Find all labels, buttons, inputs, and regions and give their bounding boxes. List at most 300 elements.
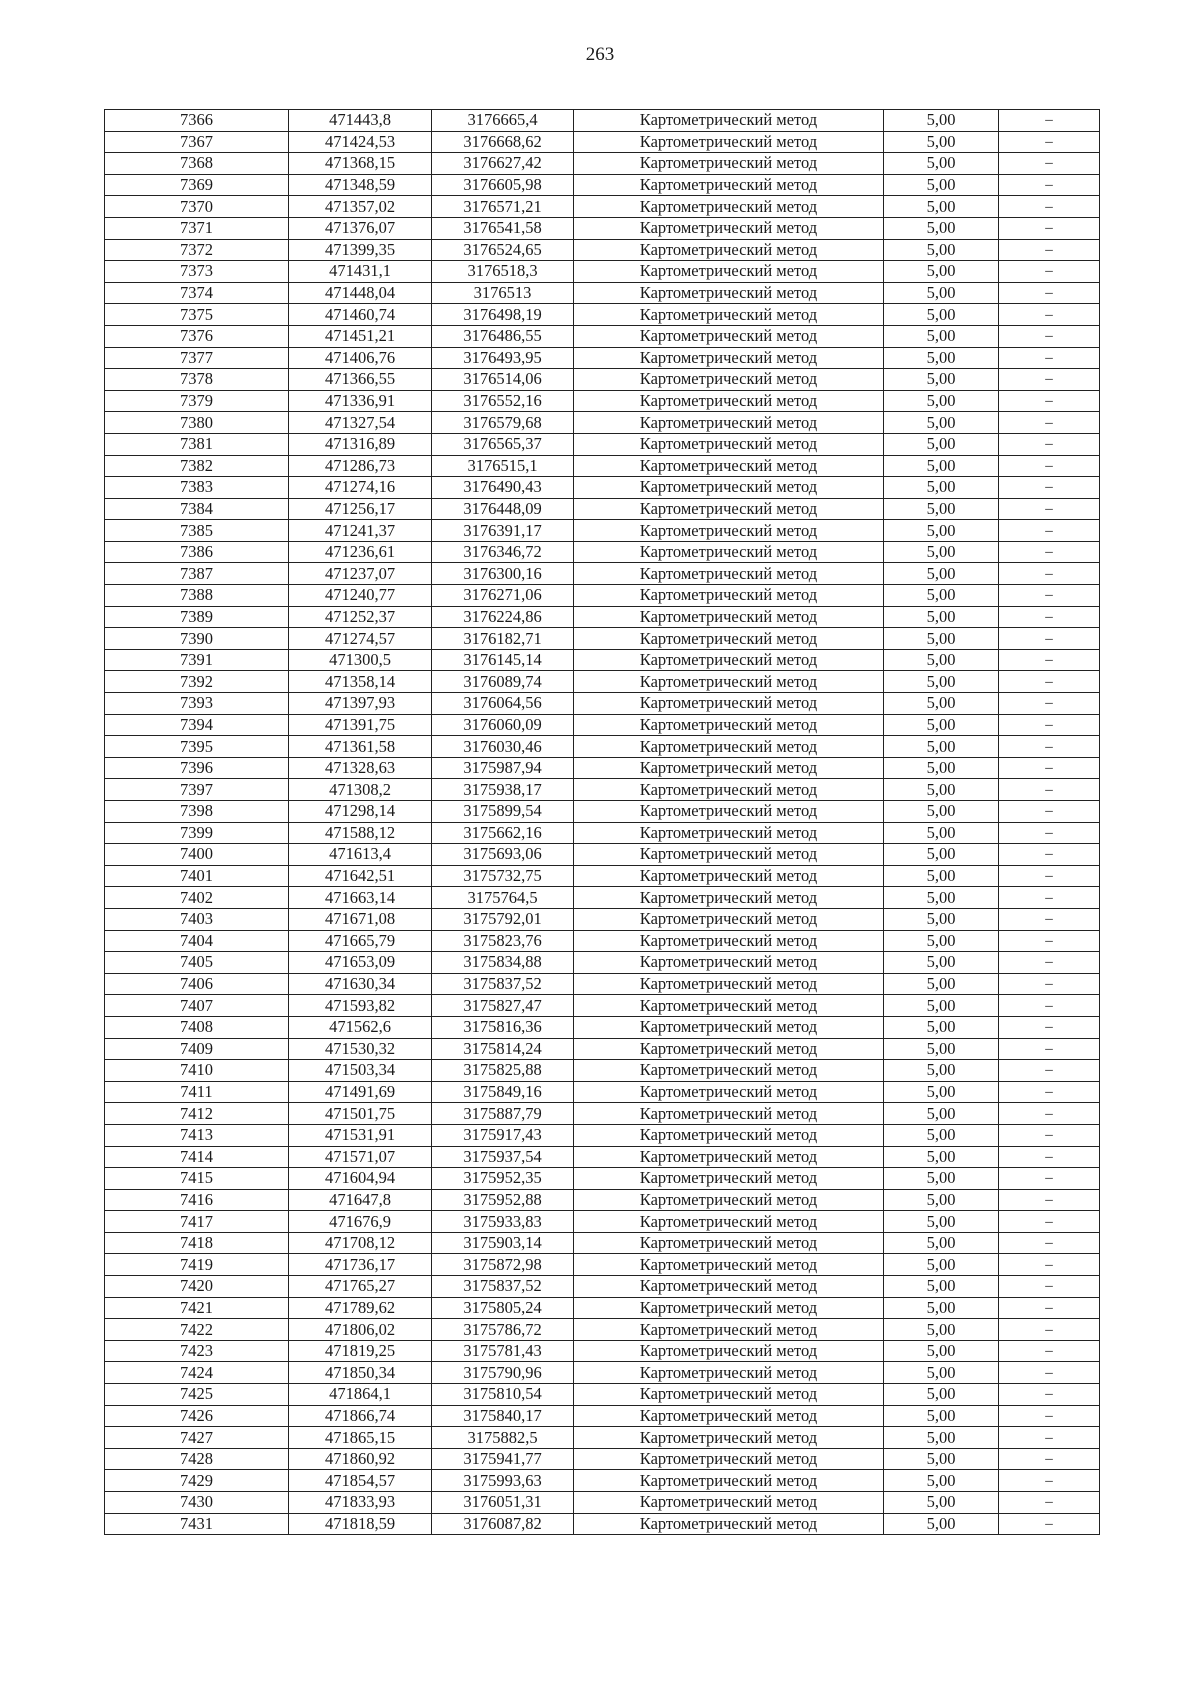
table-row — [105, 757, 1100, 779]
point-number-cell: 7367 — [105, 131, 289, 153]
accuracy-cell: 5,00 — [884, 1211, 999, 1233]
point-number-cell: 7407 — [105, 995, 289, 1017]
point-number-cell: 7389 — [105, 606, 289, 628]
x-coordinate-cell: 471642,51 — [289, 865, 432, 887]
accuracy-cell: 5,00 — [884, 585, 999, 607]
method-cell: Картометрический метод — [574, 822, 884, 844]
accuracy-cell: 5,00 — [884, 1189, 999, 1211]
x-coordinate-cell: 471854,57 — [289, 1470, 432, 1492]
accuracy-cell: 5,00 — [884, 1448, 999, 1470]
table-row — [105, 1319, 1100, 1341]
point-number-cell: 7426 — [105, 1405, 289, 1427]
note-cell: – — [999, 239, 1100, 261]
note-cell: – — [999, 498, 1100, 520]
table-row — [105, 563, 1100, 585]
table-row — [105, 455, 1100, 477]
note-cell: – — [999, 261, 1100, 283]
x-coordinate-cell: 471397,93 — [289, 693, 432, 715]
accuracy-cell: 5,00 — [884, 671, 999, 693]
y-coordinate-cell: 3175849,16 — [432, 1081, 574, 1103]
x-coordinate-cell: 471562,6 — [289, 1016, 432, 1038]
accuracy-cell: 5,00 — [884, 1254, 999, 1276]
table-row — [105, 498, 1100, 520]
method-cell: Картометрический метод — [574, 1232, 884, 1254]
point-number-cell: 7370 — [105, 196, 289, 218]
x-coordinate-cell: 471736,17 — [289, 1254, 432, 1276]
x-coordinate-cell: 471391,75 — [289, 714, 432, 736]
x-coordinate-cell: 471819,25 — [289, 1340, 432, 1362]
y-coordinate-cell: 3175993,63 — [432, 1470, 574, 1492]
y-coordinate-cell: 3176064,56 — [432, 693, 574, 715]
x-coordinate-cell: 471663,14 — [289, 887, 432, 909]
method-cell: Картометрический метод — [574, 390, 884, 412]
accuracy-cell: 5,00 — [884, 1103, 999, 1125]
method-cell: Картометрический метод — [574, 1384, 884, 1406]
note-cell: – — [999, 520, 1100, 542]
accuracy-cell: 5,00 — [884, 693, 999, 715]
point-number-cell: 7422 — [105, 1319, 289, 1341]
note-cell: – — [999, 477, 1100, 499]
table-row — [105, 217, 1100, 239]
table-row — [105, 1276, 1100, 1298]
point-number-cell: 7415 — [105, 1168, 289, 1190]
y-coordinate-cell: 3175872,98 — [432, 1254, 574, 1276]
x-coordinate-cell: 471593,82 — [289, 995, 432, 1017]
point-number-cell: 7372 — [105, 239, 289, 261]
accuracy-cell: 5,00 — [884, 1362, 999, 1384]
accuracy-cell: 5,00 — [884, 736, 999, 758]
table-row — [105, 973, 1100, 995]
table-row — [105, 930, 1100, 952]
method-cell: Картометрический метод — [574, 412, 884, 434]
accuracy-cell: 5,00 — [884, 995, 999, 1017]
point-number-cell: 7381 — [105, 433, 289, 455]
y-coordinate-cell: 3175840,17 — [432, 1405, 574, 1427]
y-coordinate-cell: 3175882,5 — [432, 1427, 574, 1449]
method-cell: Картометрический метод — [574, 1362, 884, 1384]
point-number-cell: 7403 — [105, 908, 289, 930]
x-coordinate-cell: 471571,07 — [289, 1146, 432, 1168]
point-number-cell: 7371 — [105, 217, 289, 239]
method-cell: Картометрический метод — [574, 1492, 884, 1514]
point-number-cell: 7396 — [105, 757, 289, 779]
point-number-cell: 7417 — [105, 1211, 289, 1233]
table-row — [105, 1060, 1100, 1082]
y-coordinate-cell: 3175941,77 — [432, 1448, 574, 1470]
point-number-cell: 7428 — [105, 1448, 289, 1470]
note-cell: – — [999, 1211, 1100, 1233]
method-cell: Картометрический метод — [574, 131, 884, 153]
note-cell: – — [999, 110, 1100, 132]
accuracy-cell: 5,00 — [884, 865, 999, 887]
note-cell: – — [999, 390, 1100, 412]
x-coordinate-cell: 471630,34 — [289, 973, 432, 995]
x-coordinate-cell: 471530,32 — [289, 1038, 432, 1060]
note-cell: – — [999, 1513, 1100, 1535]
y-coordinate-cell: 3176541,58 — [432, 217, 574, 239]
note-cell: – — [999, 1060, 1100, 1082]
note-cell: – — [999, 757, 1100, 779]
x-coordinate-cell: 471361,58 — [289, 736, 432, 758]
y-coordinate-cell: 3175814,24 — [432, 1038, 574, 1060]
method-cell: Картометрический метод — [574, 714, 884, 736]
note-cell: – — [999, 1405, 1100, 1427]
y-coordinate-cell: 3175732,75 — [432, 865, 574, 887]
x-coordinate-cell: 471376,07 — [289, 217, 432, 239]
y-coordinate-cell: 3175693,06 — [432, 844, 574, 866]
note-cell: – — [999, 995, 1100, 1017]
note-cell: – — [999, 433, 1100, 455]
y-coordinate-cell: 3175903,14 — [432, 1232, 574, 1254]
point-number-cell: 7404 — [105, 930, 289, 952]
coordinates-table — [104, 109, 1100, 1535]
note-cell: – — [999, 563, 1100, 585]
y-coordinate-cell: 3176346,72 — [432, 541, 574, 563]
table-row — [105, 325, 1100, 347]
table-row — [105, 1362, 1100, 1384]
note-cell: – — [999, 779, 1100, 801]
table-row — [105, 1470, 1100, 1492]
point-number-cell: 7392 — [105, 671, 289, 693]
accuracy-cell: 5,00 — [884, 412, 999, 434]
accuracy-cell: 5,00 — [884, 1146, 999, 1168]
table-row — [105, 628, 1100, 650]
x-coordinate-cell: 471833,93 — [289, 1492, 432, 1514]
accuracy-cell: 5,00 — [884, 952, 999, 974]
point-number-cell: 7411 — [105, 1081, 289, 1103]
accuracy-cell: 5,00 — [884, 1168, 999, 1190]
point-number-cell: 7390 — [105, 628, 289, 650]
note-cell: – — [999, 1319, 1100, 1341]
x-coordinate-cell: 471860,92 — [289, 1448, 432, 1470]
point-number-cell: 7394 — [105, 714, 289, 736]
x-coordinate-cell: 471357,02 — [289, 196, 432, 218]
accuracy-cell: 5,00 — [884, 930, 999, 952]
method-cell: Картометрический метод — [574, 433, 884, 455]
y-coordinate-cell: 3175827,47 — [432, 995, 574, 1017]
point-number-cell: 7384 — [105, 498, 289, 520]
accuracy-cell: 5,00 — [884, 347, 999, 369]
note-cell: – — [999, 822, 1100, 844]
table-row — [105, 736, 1100, 758]
point-number-cell: 7382 — [105, 455, 289, 477]
point-number-cell: 7376 — [105, 325, 289, 347]
method-cell: Картометрический метод — [574, 1081, 884, 1103]
note-cell: – — [999, 1168, 1100, 1190]
table-row — [105, 131, 1100, 153]
accuracy-cell: 5,00 — [884, 1340, 999, 1362]
point-number-cell: 7409 — [105, 1038, 289, 1060]
y-coordinate-cell: 3176514,06 — [432, 369, 574, 391]
point-number-cell: 7391 — [105, 649, 289, 671]
y-coordinate-cell: 3176089,74 — [432, 671, 574, 693]
accuracy-cell: 5,00 — [884, 110, 999, 132]
y-coordinate-cell: 3175816,36 — [432, 1016, 574, 1038]
y-coordinate-cell: 3176518,3 — [432, 261, 574, 283]
y-coordinate-cell: 3176271,06 — [432, 585, 574, 607]
y-coordinate-cell: 3175823,76 — [432, 930, 574, 952]
note-cell: – — [999, 714, 1100, 736]
note-cell: – — [999, 628, 1100, 650]
y-coordinate-cell: 3175952,88 — [432, 1189, 574, 1211]
accuracy-cell: 5,00 — [884, 217, 999, 239]
note-cell: – — [999, 887, 1100, 909]
y-coordinate-cell: 3175952,35 — [432, 1168, 574, 1190]
accuracy-cell: 5,00 — [884, 282, 999, 304]
note-cell: – — [999, 174, 1100, 196]
method-cell: Картометрический метод — [574, 887, 884, 909]
accuracy-cell: 5,00 — [884, 1427, 999, 1449]
table-row — [105, 1211, 1100, 1233]
y-coordinate-cell: 3176051,31 — [432, 1492, 574, 1514]
note-cell: – — [999, 1427, 1100, 1449]
x-coordinate-cell: 471240,77 — [289, 585, 432, 607]
x-coordinate-cell: 471399,35 — [289, 239, 432, 261]
table-row — [105, 1297, 1100, 1319]
note-cell: – — [999, 585, 1100, 607]
x-coordinate-cell: 471491,69 — [289, 1081, 432, 1103]
point-number-cell: 7413 — [105, 1124, 289, 1146]
note-cell: – — [999, 1384, 1100, 1406]
method-cell: Картометрический метод — [574, 952, 884, 974]
x-coordinate-cell: 471348,59 — [289, 174, 432, 196]
method-cell: Картометрический метод — [574, 995, 884, 1017]
table-row — [105, 369, 1100, 391]
y-coordinate-cell: 3175810,54 — [432, 1384, 574, 1406]
method-cell: Картометрический метод — [574, 455, 884, 477]
x-coordinate-cell: 471327,54 — [289, 412, 432, 434]
table-row — [105, 908, 1100, 930]
point-number-cell: 7395 — [105, 736, 289, 758]
method-cell: Картометрический метод — [574, 865, 884, 887]
table-row — [105, 541, 1100, 563]
point-number-cell: 7418 — [105, 1232, 289, 1254]
accuracy-cell: 5,00 — [884, 1384, 999, 1406]
method-cell: Картометрический метод — [574, 153, 884, 175]
table-row — [105, 390, 1100, 412]
method-cell: Картометрический метод — [574, 325, 884, 347]
method-cell: Картометрический метод — [574, 520, 884, 542]
table-row — [105, 1168, 1100, 1190]
point-number-cell: 7402 — [105, 887, 289, 909]
note-cell: – — [999, 1297, 1100, 1319]
method-cell: Картометрический метод — [574, 196, 884, 218]
note-cell: – — [999, 455, 1100, 477]
x-coordinate-cell: 471286,73 — [289, 455, 432, 477]
accuracy-cell: 5,00 — [884, 261, 999, 283]
accuracy-cell: 5,00 — [884, 131, 999, 153]
y-coordinate-cell: 3176060,09 — [432, 714, 574, 736]
table-row — [105, 1340, 1100, 1362]
table-row — [105, 520, 1100, 542]
accuracy-cell: 5,00 — [884, 649, 999, 671]
y-coordinate-cell: 3175781,43 — [432, 1340, 574, 1362]
accuracy-cell: 5,00 — [884, 606, 999, 628]
note-cell: – — [999, 930, 1100, 952]
y-coordinate-cell: 3176668,62 — [432, 131, 574, 153]
x-coordinate-cell: 471358,14 — [289, 671, 432, 693]
x-coordinate-cell: 471241,37 — [289, 520, 432, 542]
x-coordinate-cell: 471503,34 — [289, 1060, 432, 1082]
accuracy-cell: 5,00 — [884, 1492, 999, 1514]
y-coordinate-cell: 3175917,43 — [432, 1124, 574, 1146]
method-cell: Картометрический метод — [574, 217, 884, 239]
table-row — [105, 649, 1100, 671]
method-cell: Картометрический метод — [574, 757, 884, 779]
method-cell: Картометрический метод — [574, 1470, 884, 1492]
x-coordinate-cell: 471448,04 — [289, 282, 432, 304]
note-cell: – — [999, 1470, 1100, 1492]
point-number-cell: 7424 — [105, 1362, 289, 1384]
note-cell: – — [999, 736, 1100, 758]
point-number-cell: 7385 — [105, 520, 289, 542]
note-cell: – — [999, 908, 1100, 930]
y-coordinate-cell: 3176087,82 — [432, 1513, 574, 1535]
table-row — [105, 196, 1100, 218]
x-coordinate-cell: 471460,74 — [289, 304, 432, 326]
note-cell: – — [999, 952, 1100, 974]
x-coordinate-cell: 471316,89 — [289, 433, 432, 455]
x-coordinate-cell: 471328,63 — [289, 757, 432, 779]
accuracy-cell: 5,00 — [884, 822, 999, 844]
point-number-cell: 7405 — [105, 952, 289, 974]
method-cell: Картометрический метод — [574, 801, 884, 823]
method-cell: Картометрический метод — [574, 606, 884, 628]
point-number-cell: 7366 — [105, 110, 289, 132]
accuracy-cell: 5,00 — [884, 628, 999, 650]
point-number-cell: 7423 — [105, 1340, 289, 1362]
y-coordinate-cell: 3176300,16 — [432, 563, 574, 585]
x-coordinate-cell: 471431,1 — [289, 261, 432, 283]
x-coordinate-cell: 471308,2 — [289, 779, 432, 801]
note-cell: – — [999, 131, 1100, 153]
method-cell: Картометрический метод — [574, 671, 884, 693]
x-coordinate-cell: 471443,8 — [289, 110, 432, 132]
note-cell: – — [999, 325, 1100, 347]
y-coordinate-cell: 3175662,16 — [432, 822, 574, 844]
y-coordinate-cell: 3176515,1 — [432, 455, 574, 477]
note-cell: – — [999, 865, 1100, 887]
note-cell: – — [999, 1362, 1100, 1384]
y-coordinate-cell: 3176224,86 — [432, 606, 574, 628]
accuracy-cell: 5,00 — [884, 239, 999, 261]
table-row — [105, 261, 1100, 283]
table-row — [105, 1492, 1100, 1514]
method-cell: Картометрический метод — [574, 304, 884, 326]
accuracy-cell: 5,00 — [884, 1081, 999, 1103]
note-cell: – — [999, 801, 1100, 823]
method-cell: Картометрический метод — [574, 282, 884, 304]
note-cell: – — [999, 1492, 1100, 1514]
accuracy-cell: 5,00 — [884, 1319, 999, 1341]
method-cell: Картометрический метод — [574, 1016, 884, 1038]
point-number-cell: 7431 — [105, 1513, 289, 1535]
accuracy-cell: 5,00 — [884, 757, 999, 779]
method-cell: Картометрический метод — [574, 110, 884, 132]
x-coordinate-cell: 471451,21 — [289, 325, 432, 347]
x-coordinate-cell: 471653,09 — [289, 952, 432, 974]
accuracy-cell: 5,00 — [884, 908, 999, 930]
accuracy-cell: 5,00 — [884, 541, 999, 563]
note-cell: – — [999, 844, 1100, 866]
point-number-cell: 7412 — [105, 1103, 289, 1125]
x-coordinate-cell: 471708,12 — [289, 1232, 432, 1254]
point-number-cell: 7373 — [105, 261, 289, 283]
y-coordinate-cell: 3175837,52 — [432, 1276, 574, 1298]
point-number-cell: 7408 — [105, 1016, 289, 1038]
note-cell: – — [999, 1103, 1100, 1125]
point-number-cell: 7419 — [105, 1254, 289, 1276]
accuracy-cell: 5,00 — [884, 1016, 999, 1038]
point-number-cell: 7393 — [105, 693, 289, 715]
method-cell: Картометрический метод — [574, 930, 884, 952]
method-cell: Картометрический метод — [574, 563, 884, 585]
note-cell: – — [999, 973, 1100, 995]
point-number-cell: 7375 — [105, 304, 289, 326]
table-row — [105, 822, 1100, 844]
note-cell: – — [999, 1254, 1100, 1276]
method-cell: Картометрический метод — [574, 693, 884, 715]
note-cell: – — [999, 347, 1100, 369]
x-coordinate-cell: 471336,91 — [289, 390, 432, 412]
point-number-cell: 7399 — [105, 822, 289, 844]
table-row — [105, 1103, 1100, 1125]
y-coordinate-cell: 3176490,43 — [432, 477, 574, 499]
accuracy-cell: 5,00 — [884, 1232, 999, 1254]
table-row — [105, 1146, 1100, 1168]
point-number-cell: 7378 — [105, 369, 289, 391]
method-cell: Картометрический метод — [574, 779, 884, 801]
accuracy-cell: 5,00 — [884, 304, 999, 326]
point-number-cell: 7377 — [105, 347, 289, 369]
y-coordinate-cell: 3176448,09 — [432, 498, 574, 520]
table-row — [105, 585, 1100, 607]
point-number-cell: 7388 — [105, 585, 289, 607]
y-coordinate-cell: 3176391,17 — [432, 520, 574, 542]
method-cell: Картометрический метод — [574, 1405, 884, 1427]
table-row — [105, 1038, 1100, 1060]
accuracy-cell: 5,00 — [884, 1038, 999, 1060]
note-cell: – — [999, 369, 1100, 391]
y-coordinate-cell: 3176182,71 — [432, 628, 574, 650]
method-cell: Картометрический метод — [574, 261, 884, 283]
accuracy-cell: 5,00 — [884, 153, 999, 175]
y-coordinate-cell: 3175786,72 — [432, 1319, 574, 1341]
method-cell: Картометрический метод — [574, 1103, 884, 1125]
table-row — [105, 1081, 1100, 1103]
y-coordinate-cell: 3176498,19 — [432, 304, 574, 326]
x-coordinate-cell: 471866,74 — [289, 1405, 432, 1427]
accuracy-cell: 5,00 — [884, 1060, 999, 1082]
point-number-cell: 7397 — [105, 779, 289, 801]
accuracy-cell: 5,00 — [884, 390, 999, 412]
note-cell: – — [999, 1124, 1100, 1146]
accuracy-cell: 5,00 — [884, 1513, 999, 1535]
accuracy-cell: 5,00 — [884, 1405, 999, 1427]
note-cell: – — [999, 196, 1100, 218]
point-number-cell: 7374 — [105, 282, 289, 304]
accuracy-cell: 5,00 — [884, 973, 999, 995]
accuracy-cell: 5,00 — [884, 779, 999, 801]
y-coordinate-cell: 3175790,96 — [432, 1362, 574, 1384]
y-coordinate-cell: 3175933,83 — [432, 1211, 574, 1233]
note-cell: – — [999, 649, 1100, 671]
accuracy-cell: 5,00 — [884, 196, 999, 218]
y-coordinate-cell: 3176605,98 — [432, 174, 574, 196]
y-coordinate-cell: 3176513 — [432, 282, 574, 304]
point-number-cell: 7416 — [105, 1189, 289, 1211]
note-cell: – — [999, 1340, 1100, 1362]
